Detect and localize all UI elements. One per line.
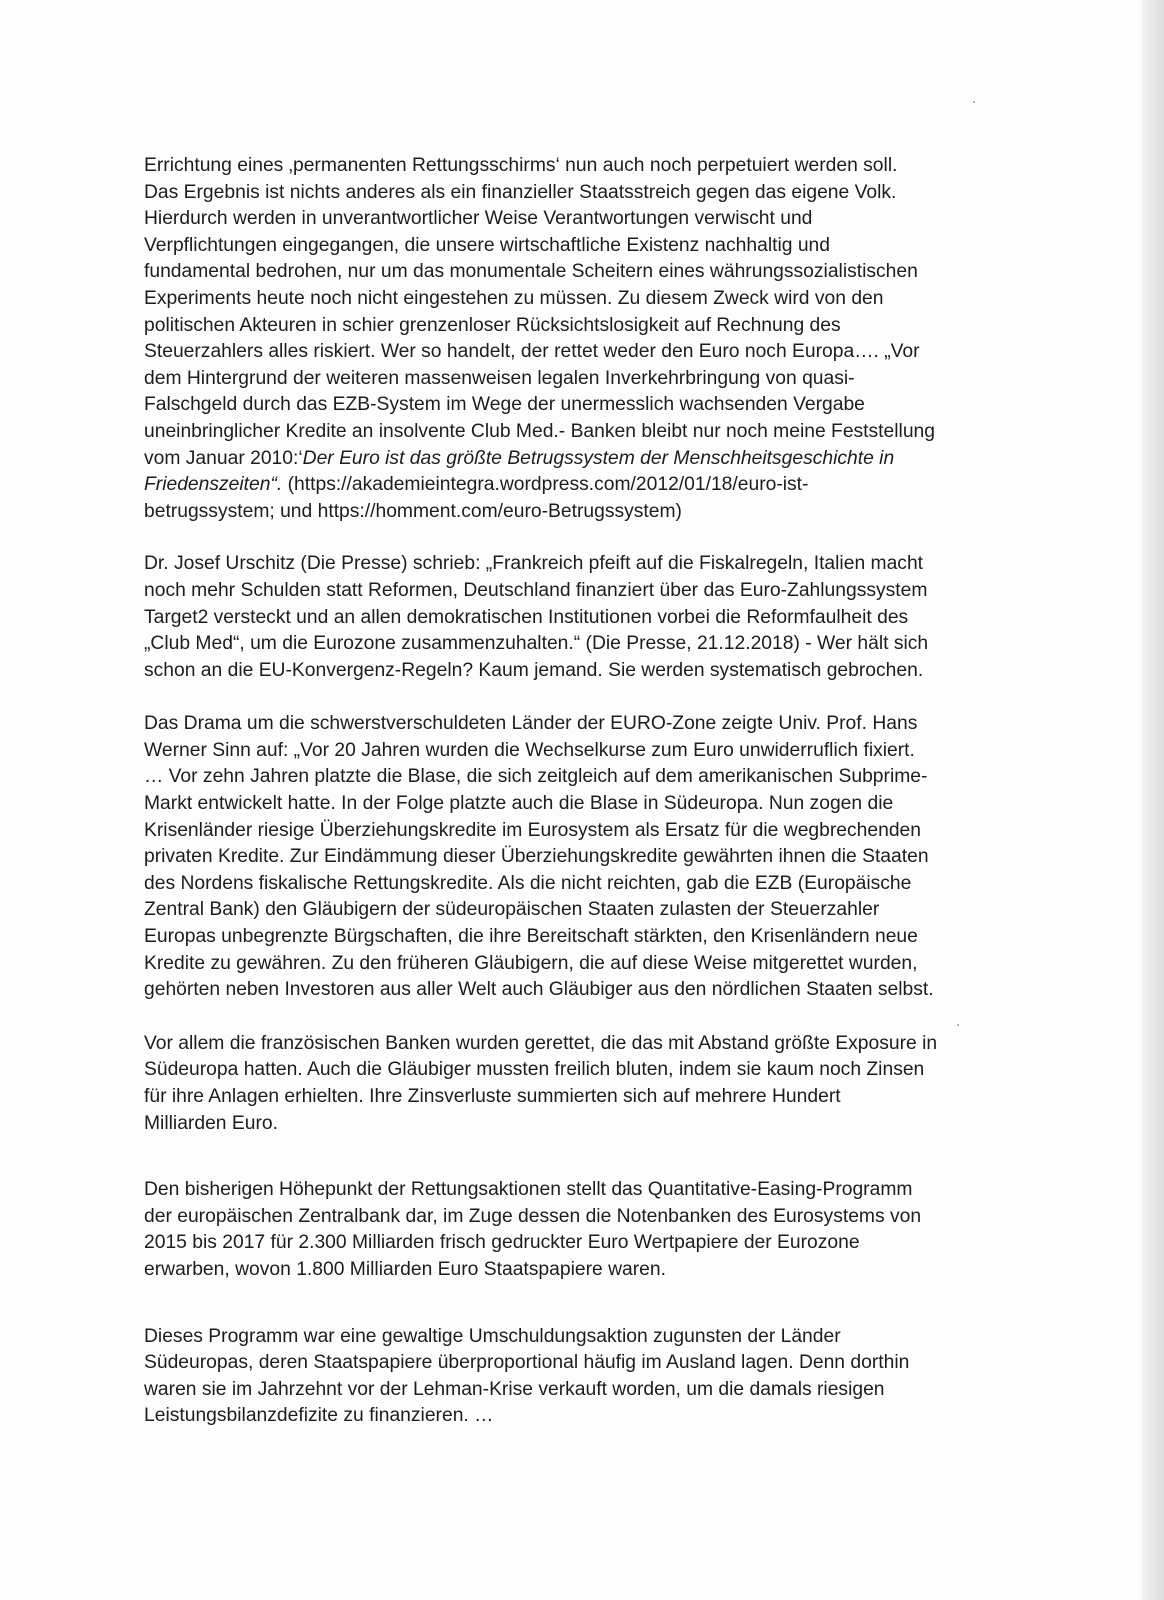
- paragraph-1-text: Errichtung eines ‚permanenten Rettungsschirms‘ nun auch noch perpetuiert werden soll. Das Ergebnis ist nichts anderes als ein finanzieller Staatsstreich gegen das eigene Volk. Hierdurch werden in unverantwortlicher Weise Verantwortungen verwischt und Verpflichtungen eingegangen, die unsere wirtschaftliche Existenz nachhaltig und fundamental bedrohen, nur um das monumentale Scheitern eines währungssozialistischen Experiments heute noch nicht eingestehen zu müssen. Zu diesem Zweck wird von den politischen Akteuren in schier grenzenloser Rücksichtslosigkeit auf Rechnung des Steuerzahlers alles riskiert. Wer so handelt, der rettet weder den Euro noch Europa…. „Vor dem Hintergrund der weiteren massenweisen legalen Inverkehrbringung von quasi- Falschgeld durch das EZB-System im Wege der unermesslich wachsenden Vergabe uneinbringlicher Kredite an insolvente Club Med.- Banken bleibt nur noch meine Feststellung vom Januar 2010:‘: [144, 155, 935, 469]
- paragraph-1-quote: Der Euro ist das größte Betrugssystem der Menschheitsgeschichte in Friedenszeiten“.: [144, 447, 895, 496]
- document-body: [144, 153, 994, 1430]
- paragraph-quantitative-easing: Den bisherigen Höhepunkt der Rettungsaktionen stellt das Quantitative-Easing-Programm der europäischen Zentralbank dar, im Zuge dessen die Notenbanken des Eurosystems von 2015 bis 2017 für 2.300 Milliarden frisch gedruckter Euro Wertpapiere der Eurozone erwarben, wovon 1.800 Milliarden Euro Staatspapiere waren.: [144, 1179, 922, 1280]
- scan-speck: [973, 101, 975, 103]
- scan-edge-shadow: [1142, 0, 1164, 1600]
- paragraph-rettungsschirm: [144, 153, 994, 525]
- paragraph-urschitz: Dr. Josef Urschitz (Die Presse) schrieb: „Frankreich pfeift auf die Fiskalregeln, Italien macht noch mehr Schulden statt Reformen, Deutschland finanziert über das Euro-Zahlungssystem Target2 versteckt und an allen demokratischen Institutionen vorbei die Reformfaulheit des „Club Med“, um die Eurozone zusammenzuhalten.“ (Die Presse, 21.12.2018) - Wer hält sich schon an die EU-Konvergenz-Regeln? Kaum jemand. Sie werden systematisch gebrochen.: [144, 553, 929, 681]
- paragraph-1-sources: (https://akademieintegra.wordpress.com/2012/01/18/euro-ist- betrugssystem; und https://homment.com/euro-Betrugssystem): [144, 474, 809, 522]
- paragraph-umschuldung: Dieses Programm war eine gewaltige Umschuldungsaktion zugunsten der Länder Südeuropas, deren Staatspapiere überproportional häufig im Ausland lagen. Denn dorthin waren sie im Jahrzehnt vor der Lehman-Krise verkauft worden, um die damals riesigen Leistungsbilanzdefizite zu finanzieren. …: [144, 1325, 910, 1427]
- paragraph-french-banks: Vor allem die französischen Banken wurden gerettet, die das mit Abstand größte Exposure in Südeuropa hatten. Auch die Gläubiger mussten freilich bluten, indem sie kaum noch Zinsen für ihre Anlagen erhielten. Ihre Zinsverluste summierten sich auf mehrere Hundert Milliarden Euro.: [144, 1032, 938, 1134]
- paragraph-sinn: Das Drama um die schwerstverschuldeten Länder der EURO-Zone zeigte Univ. Prof. Hans Werner Sinn auf: „Vor 20 Jahren wurden die Wechselkurse zum Euro unwiderruflich fixiert. … Vor zehn Jahren platzte die Blase, die sich zeitgleich auf dem amerikanischen Subprime- Markt entwickelt hatte. In der Folge platzte auch die Blase in Südeuropa. Nun zogen die Krisenländer riesige Überziehungskredite im Eurosystem als Ersatz für die wegbrechenden privaten Kredite. Zur Eindämmung dieser Überziehungskredite gewährten ihnen die Staaten des Nordens fiskalische Rettungskredite. Als die nicht reichten, gab die EZB (Europäische Zentral Bank) den Gläubigern der südeuropäischen Staaten zulasten der Steuerzahler Europas unbegrenzte Bürgschaften, die ihre Bereitschaft stärkten, den Krisenländern neue Kredite zu gewähren. Zu den früheren Gläubigern, die auf diese Weise mitgerettet wurden, gehörten neben Investoren aus aller Welt auch Gläubiger aus den nördlichen Staaten selbst.: [144, 713, 934, 1001]
